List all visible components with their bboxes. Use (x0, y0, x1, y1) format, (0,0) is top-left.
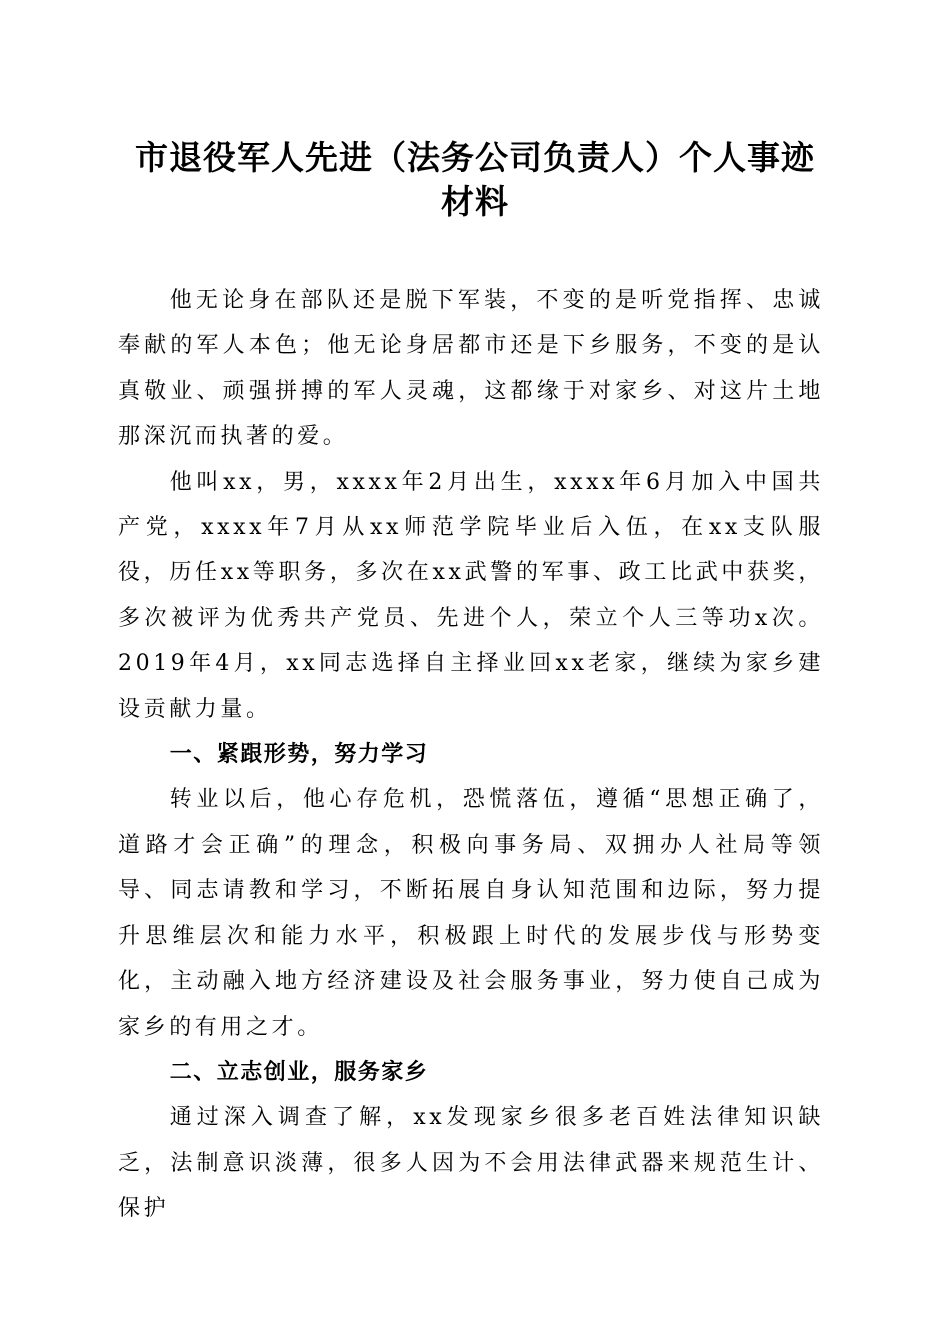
title-line-2: 材料 (441, 182, 509, 221)
paragraph-study: 转业以后，他心存危机，恐慌落伍，遵循“思想正确了，道路才会正确”的理念，积极向事务局、双拥办人社局等领导、同志请教和学习，不断拓展自身认知范围和边际，努力提升思维层次和能力水平，积极跟上时代的发展步伐与形势变化，主动融入地方经济建设及社会服务事业，努力使自己成为家乡的有用之才。 (118, 787, 824, 1040)
paragraph-entrepreneurship: 通过深入调查了解，xx发现家乡很多老百姓法律知识缺乏，法制意识淡薄，很多人因为不会用法律武器来规范生计、保护 (118, 1105, 824, 1222)
section-heading-2: 二、立志创业，服务家乡 (169, 1059, 429, 1085)
document-title (100, 136, 850, 224)
title-line-1: 市退役军人先进（法务公司负责人）个人事迹 (135, 138, 815, 177)
section-heading-1: 一、紧跟形势，努力学习 (169, 742, 429, 768)
paragraph-intro: 他无论身在部队还是脱下军装，不变的是听党指挥、忠诚奉献的军人本色；他无论身居都市还是下乡服务，不变的是认真敬业、顽强拼搏的军人灵魂，这都缘于对家乡、对这片土地那深沉而执著的爱。 (118, 288, 824, 450)
document-body (118, 278, 824, 1232)
paragraph-biography: 他叫xx，男，xxxx年2月出生，xxxx年6月加入中国共产党，xxxx年7月从xx师范学院毕业后入伍，在xx支队服役，历任xx等职务，多次在xx武警的军事、政工比武中获奖，多次被评为优秀共产党员、先进个人，荣立个人三等功x次。2019年4月，xx同志选择自主择业回xx老家，继续为家乡建设贡献力量。 (118, 469, 824, 722)
